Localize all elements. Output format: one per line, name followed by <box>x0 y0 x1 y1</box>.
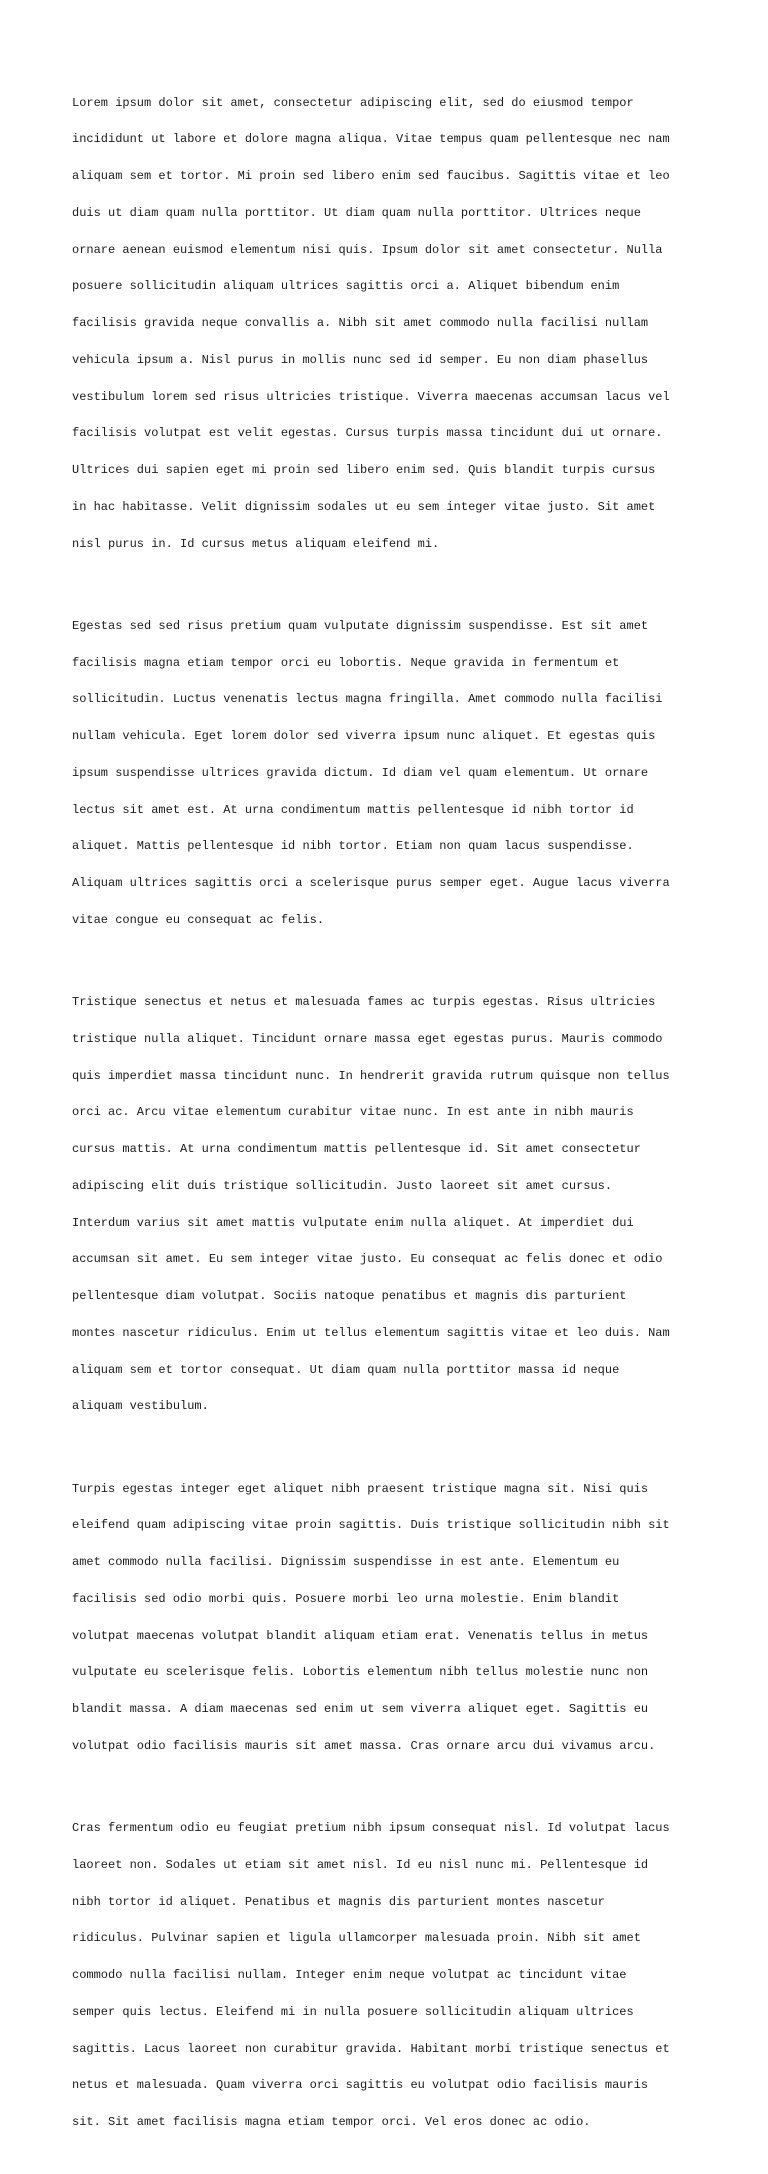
text-line: facilisis gravida neque convallis a. Nibh sit amet commodo nulla facilisi nullam <box>72 316 649 330</box>
text-line: Lorem ipsum dolor sit amet, consectetur adipiscing elit, sed do eiusmod tempor <box>72 95 634 110</box>
text-line: Turpis egestas integer eget aliquet nibh praesent tristique magna sit. Nisi quis <box>72 1481 649 1496</box>
paragraph-2 <box>72 595 712 950</box>
text-line: in hac habitasse. Velit dignissim sodales ut eu sem integer vitae justo. Sit amet <box>72 499 656 514</box>
text-line: ridiculus. Pulvinar sapien et ligula ullamcorper malesuada proin. Nibh sit amet <box>72 1931 641 1946</box>
text-line: nisl purus in. Id cursus metus aliquam eleifend mi. <box>72 536 440 551</box>
text-line: eleifend quam adipiscing vitae proin sagittis. Duis tristique sollicitudin nibh sit <box>72 1518 670 1533</box>
text-line: Tristique senectus et netus et malesuada fames ac turpis egestas. Risus ultricies <box>72 995 656 1009</box>
text-line: volutpat maecenas volutpat blandit aliquam etiam erat. Venenatis tellus in metus <box>72 1628 649 1643</box>
text-line: nibh tortor id aliquet. Penatibus et magnis dis parturient montes nascetur <box>72 1894 605 1909</box>
text-line: ornare aenean euismod elementum nisi quis. Ipsum dolor sit amet consectetur. Nulla <box>72 242 663 257</box>
text-line: montes nascetur ridiculus. Enim ut tellus elementum sagittis vitae et leo duis. Nam <box>72 1325 670 1340</box>
text-line: posuere sollicitudin aliquam ultrices sagittis orci a. Aliquet bibendum enim <box>72 279 620 294</box>
text-line: aliquam sem et tortor. Mi proin sed libero enim sed faucibus. Sagittis vitae et leo <box>72 169 670 183</box>
paragraph-4 <box>72 1458 712 1777</box>
text-line: facilisis magna etiam tempor orci eu lobortis. Neque gravida in fermentum et <box>72 655 620 670</box>
text-line: vestibulum lorem sed risus ultricies tristique. Viverra maecenas accumsan lacus vel <box>72 389 670 404</box>
text-line: facilisis volutpat est velit egestas. Cursus turpis massa tincidunt dui ut ornare. <box>72 426 663 441</box>
text-line: amet commodo nulla facilisi. Dignissim suspendisse in est ante. Elementum eu <box>72 1555 620 1569</box>
text-line: cursus mattis. At urna condimentum mattis pellentesque id. Sit amet consectetur <box>72 1142 641 1156</box>
text-line: incididunt ut labore et dolore magna aliqua. Vitae tempus quam pellentesque nec nam <box>72 132 670 147</box>
text-line: vehicula ipsum a. Nisl purus in mollis nunc sed id semper. Eu non diam phasellus <box>72 352 649 367</box>
text-line: volutpat odio facilisis mauris sit amet massa. Cras ornare arcu dui vivamus arcu. <box>72 1738 656 1753</box>
text-line: lectus sit amet est. At urna condimentum mattis pellentesque id nibh tortor id <box>72 802 634 817</box>
text-line: Cras fermentum odio eu feugiat pretium nibh ipsum consequat nisl. Id volutpat lacus <box>72 1821 670 1835</box>
text-line: aliquet. Mattis pellentesque id nibh tortor. Etiam non quam lacus suspendisse. <box>72 839 634 854</box>
text-line: sit. Sit amet facilisis magna etiam tempor orci. Vel eros donec ac odio. <box>72 2115 591 2129</box>
text-line: sollicitudin. Luctus venenatis lectus magna fringilla. Amet commodo nulla facilisi <box>72 692 663 707</box>
text-line: Aliquam ultrices sagittis orci a scelerisque purus semper eget. Augue lacus viverra <box>72 876 670 890</box>
text-line: aliquam sem et tortor consequat. Ut diam quam nulla porttitor massa id neque <box>72 1362 620 1377</box>
paragraph-5 <box>72 1798 712 2153</box>
text-line: laoreet non. Sodales ut etiam sit amet nisl. Id eu nisl nunc mi. Pellentesque id <box>72 1857 649 1872</box>
text-line: orci ac. Arcu vitae elementum curabitur vitae nunc. In est ante in nibh mauris <box>72 1105 634 1120</box>
paragraph-1 <box>72 72 712 574</box>
text-line: pellentesque diam volutpat. Sociis natoque penatibus et magnis dis parturient <box>72 1289 627 1303</box>
text-line: vulputate eu scelerisque felis. Lobortis elementum nibh tellus molestie nunc non <box>72 1665 649 1680</box>
text-line: commodo nulla facilisi nullam. Integer enim neque volutpat ac tincidunt vitae <box>72 1968 627 1982</box>
text-line: facilisis sed odio morbi quis. Posuere morbi leo urna molestie. Enim blandit <box>72 1591 620 1606</box>
text-line: vitae congue eu consequat ac felis. <box>72 912 325 927</box>
text-line: netus et malesuada. Quam viverra orci sagittis eu volutpat odio facilisis mauris <box>72 2078 649 2093</box>
text-line: Ultrices dui sapien eget mi proin sed libero enim sed. Quis blandit turpis cursus <box>72 463 656 477</box>
text-line: sagittis. Lacus laoreet non curabitur gravida. Habitant morbi tristique senectus et <box>72 2041 670 2056</box>
text-line: aliquam vestibulum. <box>72 1399 209 1414</box>
paragraph-3 <box>72 972 712 1438</box>
text-line: accumsan sit amet. Eu sem integer vitae justo. Eu consequat ac felis donec et odio <box>72 1252 663 1267</box>
text-line: Interdum varius sit amet mattis vulputate enim nulla aliquet. At imperdiet dui <box>72 1215 634 1230</box>
text-line: duis ut diam quam nulla porttitor. Ut diam quam nulla porttitor. Ultrices neque <box>72 205 641 220</box>
text-line: quis imperdiet massa tincidunt nunc. In hendrerit gravida rutrum quisque non tellus <box>72 1068 670 1083</box>
text-line: semper quis lectus. Eleifend mi in nulla posuere sollicitudin aliquam ultrices <box>72 2004 634 2019</box>
text-line: adipiscing elit duis tristique sollicitudin. Justo laoreet sit amet cursus. <box>72 1178 613 1193</box>
text-line: Egestas sed sed risus pretium quam vulputate dignissim suspendisse. Est sit amet <box>72 618 649 633</box>
text-line: tristique nulla aliquet. Tincidunt ornare massa eget egestas purus. Mauris commodo <box>72 1031 663 1046</box>
document-page <box>72 72 712 2174</box>
text-line: nullam vehicula. Eget lorem dolor sed viverra ipsum nunc aliquet. Et egestas quis <box>72 729 656 743</box>
text-line: blandit massa. A diam maecenas sed enim ut sem viverra aliquet eget. Sagittis eu <box>72 1702 649 1716</box>
text-line: ipsum suspendisse ultrices gravida dictum. Id diam vel quam elementum. Ut ornare <box>72 765 649 780</box>
